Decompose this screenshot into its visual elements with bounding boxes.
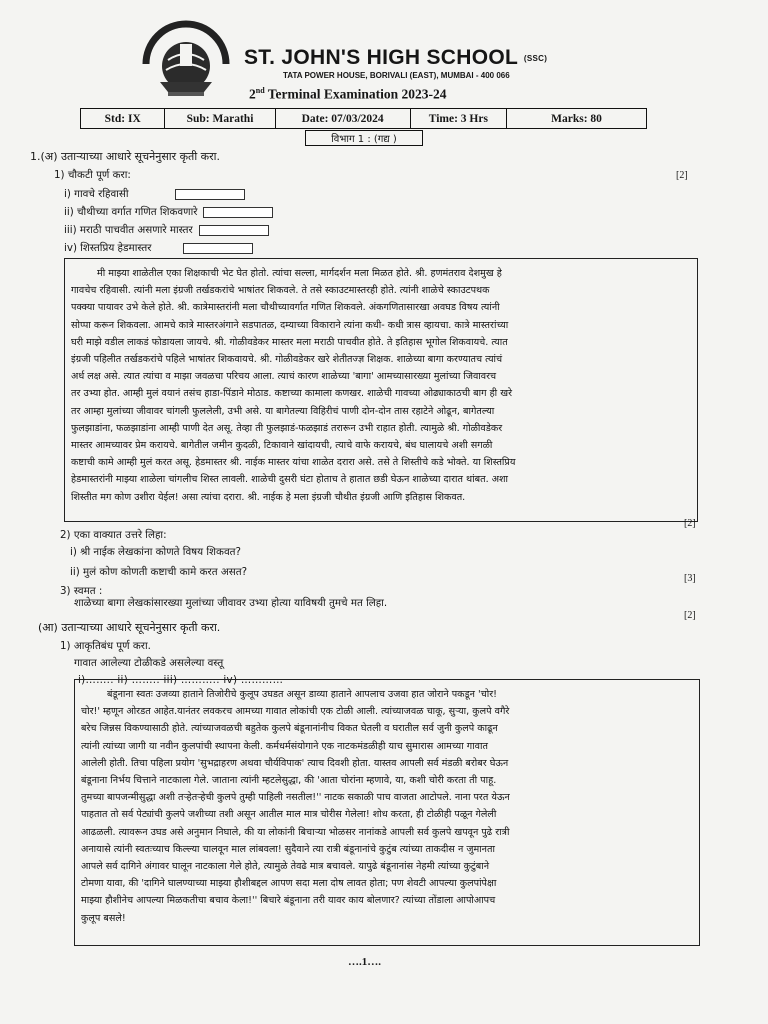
box-item-4-label: iv) शिस्तप्रिय हेडमास्तर xyxy=(64,242,152,254)
passage-a xyxy=(64,258,698,522)
school-name-text: ST. JOHN'S HIGH SCHOOL xyxy=(244,46,518,69)
q1a-sub3-marks: [3] xyxy=(684,573,696,584)
answer-box-1[interactable] xyxy=(175,189,245,200)
passage-a-line: घरी माझे वडील लाकडं फोडायला जायचे. श्री. गोळीवडेकर मास्तर मला मराठी पाचवीत होते. ते इतिहास भूगोल शिकवायचे. त्यात xyxy=(71,336,508,348)
passage-b-line: पाहतात तो सर्व पेट्यांची कुलपे जशीच्या तशी असून आतील माल मात्र चोरीस गेलेला! शोध करता, ही टोळीही पळून गेलेली xyxy=(81,809,497,821)
q1b-marks: [2] xyxy=(684,610,696,621)
q1a-sub2-item-2: ii) मुलं कोण कोणती कष्टाची कामे करत असत? xyxy=(70,566,248,578)
passage-b-line: अनायासे त्यांनी स्वतःच्याच किल्ल्या चालवून माल लांबवला! सुदैवाने त्या रात्री बंडूनानांचे कुटुंब त्यांच्या ताकदीस न जुमानता xyxy=(81,843,495,855)
passage-a-line: इंग्रजी पहिलीत तर्खडकरांचे पहिले भाषांतर शिकवायचे. श्री. गोळीवडेकर खरे शेतीतज्ज्ञ शिक्षक. शाळेच्या बागा करण्यातच त्यांचं xyxy=(71,354,503,366)
passage-a-line: तर आम्हा मुलांच्या जीवावर चांगली फुललेली, उभी असे. या बागेतल्या विहिरीचं पाणी दोन-दोन तास रहाटेने ओढून, बागेतल्या xyxy=(71,405,495,417)
passage-a-line: शिस्तीत मग कोण उशीरा येईल! असा त्यांचा दरारा. श्री. नाईक हे मला इंग्रजी चौथीत इंग्रजी आणि इतिहास शिकवत. xyxy=(71,491,466,503)
passage-a-line: तर उभ्या होत. आम्ही मुलं वयानं तसंच हाडा-पिंडाने मोठाड. कष्टाच्या कामाला कणखर. शाळेची गावच्या ओढ्याकाठची बाग ही खरे xyxy=(71,388,512,400)
school-name xyxy=(244,46,547,70)
answer-box-4[interactable] xyxy=(183,243,253,254)
box-item-1-label: i) गावचे रहिवासी xyxy=(64,188,129,200)
marks-cell: Marks: 80 xyxy=(551,112,602,125)
answer-box-3[interactable] xyxy=(199,225,269,236)
passage-b-line: चोर!' म्हणून ओरडत आहेत.यानंतर लवकरच आमच्या गावात लोकांची एक टोळी आली. त्यांच्याजवळ चाकू, सुऱ्या, कुलपे वगैरे xyxy=(81,706,510,718)
board-label: (SSC) xyxy=(523,53,548,63)
exam-title-rest: Terminal Examination 2023-24 xyxy=(264,86,447,102)
passage-a-line: कष्टाची कामे आम्ही मुलं करत असू. हेडमास्तर श्री. नाईक मास्तर यांचा शाळेत दरारा असे. तसे ते शिस्तीचे कडे भोक्ते. या शिस्तप्रिय xyxy=(71,457,516,469)
q1a-sub2-marks: [2] xyxy=(684,518,696,529)
passage-b-line: बरेच जिन्नस विकण्यासाठी होते. त्यांच्याजवळची बहुतेक कुलपे बंडूनानांनीच विकत घेतली व घरातील सर्व जुनी कुलपे काढून xyxy=(81,723,498,735)
passage-b-line: तुमच्या बापजन्मीसुद्धा अशी तऱ्हेतऱ्हेची कुलपे तुम्ही पाहिली नसतील!'' नाटक सकाळी पाच वाजता आटोपले. नाना परत येऊन xyxy=(81,792,510,804)
passage-b-line: माझ्या हौशीनेच आपल्या मिळकतीचा बचाव केला!'' बिचारे बंडूनाना तरी यावर काय बोलणार? त्यांच्या तोंडाला आपोआपच xyxy=(81,895,496,907)
passage-a-line: फुलझाडांना, फळझाडांना आम्ही पाणी देत असू. तेव्हा ती फुलझाडं-फळझाडं तरारून उभी राहात होती. त्यामुळे श्री. गोळीवडेकर xyxy=(71,422,503,434)
passage-a-line: गावचेच रहिवासी. त्यांनी मला इंग्रजी तर्खडकरांचे भाषांतर शिकवले. ते तसे स्काउटमास्तरही होते. त्यांनी शाळेचे स्काउटपथक xyxy=(71,285,490,297)
passage-b-line: कुलूप बसले! xyxy=(81,912,126,924)
q1a-sub1-marks: [2] xyxy=(676,170,688,181)
exam-title-sup: nd xyxy=(255,86,265,95)
q1a-heading: 1.(अ) उताऱ्याच्या आधारे सूचनेनुसार कृती करा. xyxy=(30,150,220,163)
box-item-2-label: ii) चौथीच्या वर्गात गणित शिकवणारे xyxy=(64,206,198,218)
std-cell: Std: IX xyxy=(81,109,165,128)
time-cell: Time: 3 Hrs xyxy=(411,109,507,128)
passage-a-line: हेडमास्तरांनी माझ्या शाळेला चांगलीच शिस्त लावली. शाळेची दुसरी घंटा होताच ते हातात छडी घेऊन शाळेच्या दारात थांबत. अशा xyxy=(71,474,509,486)
q1a-sub2-item-1: i) श्री नाईक लेखकांना कोणते विषय शिकवत? xyxy=(70,546,242,558)
q1a-sub3: 3) स्वमत : xyxy=(60,585,103,597)
passage-b xyxy=(74,679,700,946)
passage-b-line: आलेली होती. तिचा पहिला प्रयोग 'सुभद्राहरण अथवा चौर्यविपाक' त्याच दिवशी होता. यास्तव आपली सर्व मंडळी बरोबर घेऊन xyxy=(81,757,509,769)
passage-b-line: आपले सर्व दागिने अंगावर घालून नाटकाला गेले होते, त्यामुळे तेवढे मात्र बचावले. यापुढे बंडूनानांस नेहमी त्यांच्या कुटुंबाने xyxy=(81,861,490,873)
passage-b-line: त्यांनी त्यांच्या जागी या नवीन कुलपांची स्थापना केली. कर्मधर्मसंयोगाने एक नाटकमंडळीही याच सुमारास आमच्या गावात xyxy=(81,740,488,752)
box-item-1 xyxy=(64,187,245,201)
box-item-4 xyxy=(64,241,253,255)
section-label: विभाग 1 : (गद्य ) xyxy=(305,130,423,146)
passage-b-line: टोमणा यावा, की 'दागिने घालण्याच्या माझ्या हौशीबद्दल आपण सदा मला दोष लावत होता; पण शेवटी आपल्या कुलपांपेक्षा xyxy=(81,878,497,890)
box-item-2 xyxy=(64,205,273,219)
passage-b-line: आढळली. त्यावरून उघड असे अनुमान निघाले, की या लोकांनी बिचाऱ्या भोळसर नानांकडे आपली सर्व कुलपे खपवून पुढे रात्री xyxy=(81,826,510,838)
exam-title-num: 2 xyxy=(249,86,256,102)
passage-b-line: बंडूनाना निर्भय चित्ताने नाटकाला गेले. जाताना त्यांनी म्हटलेसुद्धा, की 'आता चोरांना म्हणावे, या, कशी चोरी करता ती पाहू. xyxy=(81,775,497,787)
passage-a-line: मास्तर आमच्यावर प्रेम करायचे. बागेतील जमीन कुदळी, टिकावाने खांदायची, त्याचे वाफे करायचे, बंध घालायचे अशी सगळी xyxy=(71,440,493,452)
school-logo xyxy=(138,20,234,98)
q1b-heading: (आ) उताऱ्याच्या आधारे सूचनेनुसार कृती करा. xyxy=(38,621,221,634)
passage-a-line: मी माझ्या शाळेतील एका शिक्षकाची भेट घेत होतो. त्यांचा सल्ला, मार्गदर्शन मला मिळत होते. श्री. हणमंतराव देशमुख हे xyxy=(97,268,502,279)
answer-box-2[interactable] xyxy=(203,207,273,218)
passage-b-line: बंडूनाना स्वतः उजव्या हाताने तिजोरीचे कुलूप उघडत असून डाव्या हाताने आपलाच उजवा हात जोराने पकडून 'चोर! xyxy=(107,689,498,700)
exam-info-table xyxy=(80,108,647,129)
q1a-sub2: 2) एका वाक्यात उत्तरे लिहा: xyxy=(60,529,167,541)
q1b-sub1-text: गावात आलेल्या टोळीकडे असलेल्या वस्तू xyxy=(74,657,224,669)
school-address: TATA POWER HOUSE, BORIVALI (EAST), MUMBAI - 400 066 xyxy=(283,71,510,80)
box-item-3-label: iii) मराठी पाचवीत असणारे मास्तर xyxy=(64,224,193,236)
box-item-3 xyxy=(64,223,269,237)
page-number: ….1…. xyxy=(348,956,381,968)
passage-a-line: पक्क्या पायावर उभे केले होते. श्री. कात्रेमास्तरांनी मला चौथीच्यावर्गात गणित शिकवले. अंकगणितासारखा अवघड विषय त्यांनी xyxy=(71,302,500,314)
exam-title xyxy=(249,86,447,103)
passage-a-line: सोप्पा करून शिकवला. आमचे कात्रे मास्तरअंगाने सडपातळ, दम्याच्या विकाराने त्यांना कधी- कधी त्रास व्हायचा. कात्रे मास्तरांच्या xyxy=(71,319,509,331)
q1a-sub1: 1) चौकटी पूर्ण करा: xyxy=(54,169,131,181)
date-cell: Date: 07/03/2024 xyxy=(276,109,411,128)
passage-a-line: अर्ध लक्ष असे. त्यात त्यांचा व माझा जवळचा परिचय आला. त्याचं कारण शाळेच्या 'बागा' आमच्यासारख्या मुलांच्या जिवावरच xyxy=(71,371,497,383)
q1b-sub1: 1) आकृतिबंध पूर्ण करा. xyxy=(60,640,151,652)
q1b-blanks: i)…….. ii) …….. iii) ……….. iv) ………… xyxy=(78,674,284,686)
subject-cell: Sub: Marathi xyxy=(165,109,275,128)
q1a-sub3-text: शाळेच्या बागा लेखकांसारख्या मुलांच्या जीवावर उभ्या होत्या याविषयी तुमचे मत लिहा. xyxy=(74,597,388,609)
